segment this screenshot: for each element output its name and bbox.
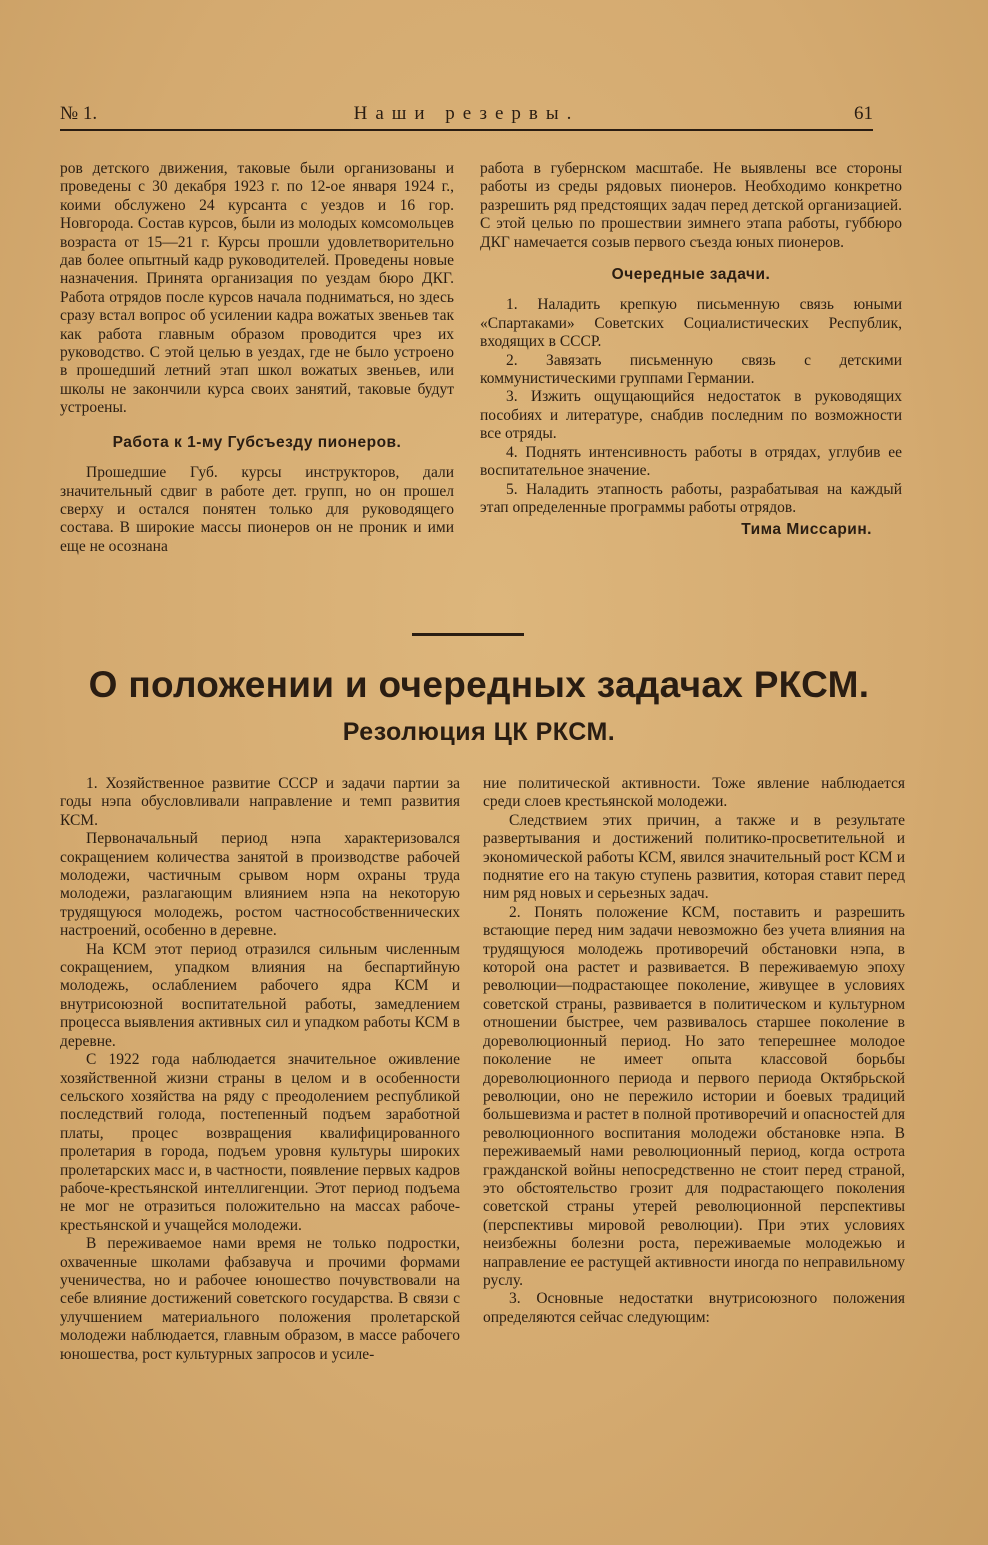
page-number: 61 <box>854 103 873 124</box>
task-item: 4. Поднять интенсивность работы в отрядах, углубив ее воспитательное значение. <box>480 443 902 480</box>
task-item: 2. Завязать письменную связь с детскими коммунистическими группами Германии. <box>480 351 902 388</box>
task-item: 5. Наладить этапность работы, разрабатывая на каждый этап определенные программы работы отрядов. <box>480 480 902 516</box>
issue-number: № 1. <box>60 103 98 124</box>
article2-title: О положении и очередных задачах РКСМ. <box>88 664 870 705</box>
journal-title: Наши резервы. <box>353 103 580 124</box>
resolution-paragraph: С 1922 года наблюдается значительное оживление хозяйственной жизни страны в целом и в особенности сельского хозяйства на ряду с преодолением республикой последствий голода, постепенный подъем заработной платы, процес возвращения квалифицированного пролетария в города, подъем уровня культуры широких пролетарских масс и, в частности, появление первых кадров рабоче-крестьянской интеллигенции. Этот период подъема не мог не отразиться положительно на массах рабоче-крестьянской и учащейся молодежи. <box>60 1051 460 1234</box>
section-heading-tasks: Очередные задачи. <box>611 266 771 284</box>
article1-congress-paragraph: Прошедшие Губ. курсы инструкторов, дали значительный сдвиг в работе дет. групп, но он прошел сверху и остался понятен только для руководящего состава. В широкие массы пионеров он не проник и ими еще не осознана <box>60 464 454 555</box>
section-heading-congress: Работа к 1-му Губсъезду пионеров. <box>112 433 402 451</box>
author-signature: Тима Миссарин. <box>741 521 872 539</box>
article2-right-column <box>483 775 905 1327</box>
resolution-paragraph: Первоначальный период нэпа характеризовался сокращением количества занятой в производстве рабочей молодежи, частичным срывом норм охраны труда молодежи, разлагающим влиянием нэпа на некоторую трудящуюся молодежь, ростом частнособственнических настроений, особенно в деревне. <box>60 830 460 940</box>
resolution-paragraph: 3. Основные недостатки внутрисоюзного положения определяются сейчас следующим: <box>483 1290 905 1326</box>
task-item: 3. Изжить ощущающийся недостаток в руководящих пособиях и литературе, снабдив последним по возможности все отряды. <box>480 388 902 443</box>
article1-right-column <box>480 160 902 540</box>
running-header <box>60 103 873 131</box>
resolution-paragraph: 1. Хозяйственное развитие СССР и задачи партии за годы нэпа обусловливали направление и темп развития КСМ. <box>60 775 460 829</box>
section-divider <box>412 633 524 636</box>
task-item: 1. Наладить крепкую письменную связь юными «Спартаками» Советских Социалистических Республик, входящих в СССР. <box>480 296 902 351</box>
resolution-paragraph: Следствием этих причин, а также и в результате развертывания и достижений политико-просветительной и экономической работы КСМ, явился значительный рост КСМ и поднятие его на такую ступень развития, которая ставит перед ним ряд новых и серьезных задач. <box>483 811 905 903</box>
article1-intro-paragraph: ров детского движения, таковые были организованы и проведены с 30 декабря 1923 г. по 12-ое января 1924 г., коими обслужено 24 курсанта с уездов и 16 гор. Новгорода. Состав курсов, были из молодых комсомольцев возраста от 15—21 г. Курсы прошли удовлетворительно дав более опытный кадр руководителей. Проведены новые назначения. Принята организация по уездам бюро ДКГ. Работа отрядов после курсов начала подниматься, но здесь сразу встал вопрос об усилении кадра вожатых звеньев так как работа главным образом проводится чрез их руководство. С этой целью в уездах, где не было устроено в прошедший летний этап школ вожатых звеньев, или школы не закончили курса своих занятий, таковые будут устроены. <box>60 160 454 417</box>
resolution-paragraph: В переживаемое нами время не только подростки, охваченные школами фабзавуча и прочими формами ученичества, но и рабочее юношество почувствовали на себе влияние достижений советского государства. В связи с улучшением материального положения пролетарской молодежи наблюдается, главным образом, в массе рабочего юношества, рост культурных запросов и усиле- <box>60 1235 460 1363</box>
resolution-paragraph: ние политической активности. Тоже явление наблюдается среди слоев крестьянской молодежи. <box>483 775 905 811</box>
article2-subtitle: Резолюция ЦК РКСМ. <box>342 718 616 746</box>
article1-right-paragraph: работа в губернском масштабе. Не выявлены все стороны работы из среды рядовых пионеров. Необходимо конкретно разрешить ряд предстоящих задач перед детской организацией. С этой целью по прошествии зимнего этапа работы, губбюро ДКГ намечается созыв первого съезда юных пионеров. <box>480 160 902 251</box>
resolution-paragraph: 2. Понять положение КСМ, поставить и разрешить встающие перед ним задачи невозможно без учета влияния на трудящуюся молодежь противоречий обстановки нэпа, в которой она растет и развивается. В переживаемую эпоху революции—подрастающее поколение, живущее в условиях советской страны, развивается в политическом и культурном отношении быстрее, чем развивалось старшее поколение в дореволюционный период. Но зато теперешнее молодое поколение не имеет опыта классовой борьбы дореволюционного периода и первого периода Октябрьской революции, оно не пережило истории и боевых традиций большевизма и растет в полной противоречий и опасностей для революционного воспитания молодежи обстановке нэпа. В переживаемый нами революционный период, когда острота гражданской войны непосредственно не стоит перед страной, это обстоятельство грозит для подрастающего поколения советской страны утерей революционной перспективы (перспективы мировой революции). При этих условиях неизбежны болезни роста, переживаемые молодежью и направление ее растущей активности иногда по неправильному руслу. <box>483 903 905 1289</box>
article2-left-column <box>60 775 460 1364</box>
resolution-paragraph: На КСМ этот период отразился сильным численным сокращением, упадком влияния на беспартийную молодежь, ослаблением рабочего ядра КСМ и внутрисоюзной воспитательной работы, замедлением процесса выявления активных сил и упадком работы КСМ в деревне. <box>60 940 460 1050</box>
article1-left-column <box>60 160 454 556</box>
